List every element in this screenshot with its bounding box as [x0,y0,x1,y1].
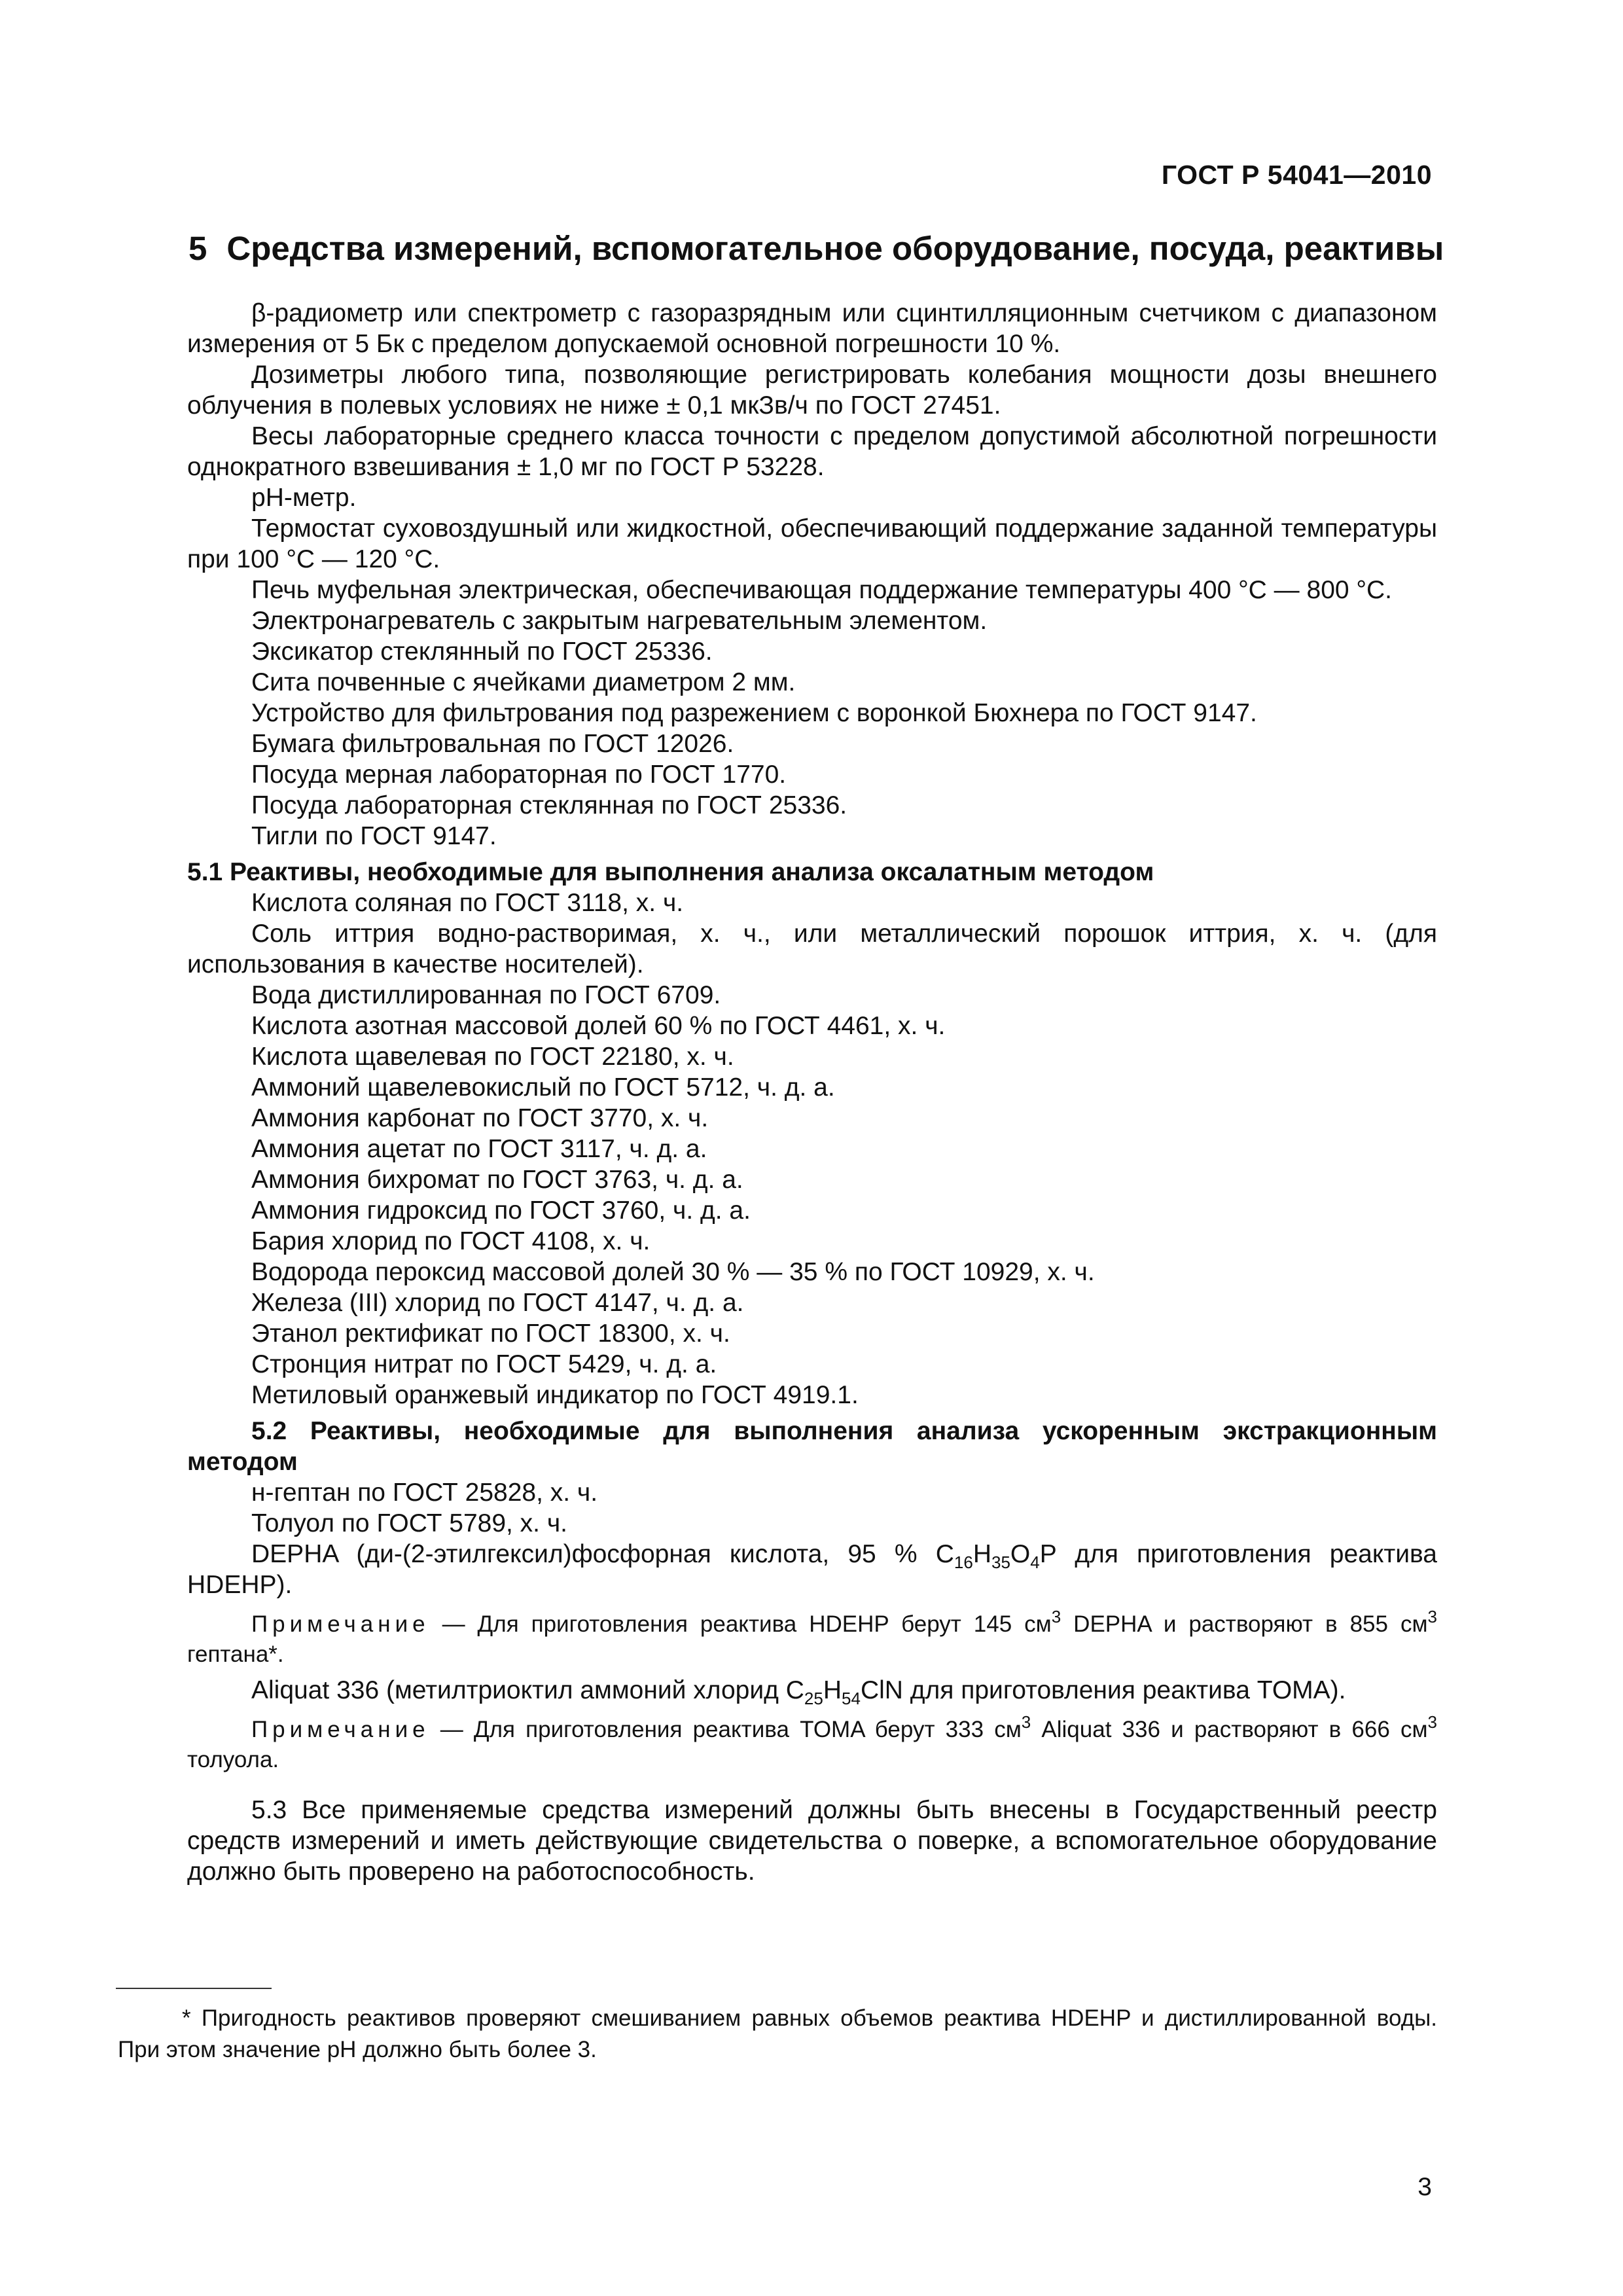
reagent-item: Метиловый оранжевый индикатор по ГОСТ 4919.1. [251,1381,859,1409]
reagents-list-5-2 [187,1477,1437,1539]
subsection-5-2-heading: 5.2 Реактивы, необходимые для выполнения анализа ускоренным экстракционным методом [187,1417,1437,1476]
equipment-item: Электронагреватель с закрытым нагревательным элементом. [251,607,988,635]
reagent-item: Кислота щавелевая по ГОСТ 22180, х. ч. [251,1043,734,1071]
note-toma: Примечание — Для приготовления реактива TOMA берут 333 $см^3$ Aliquat 336 и растворяют в 666 $см^3$ толуола. [187,1712,1437,1772]
reagent-item: Аммоний щавелевокислый по ГОСТ 5712, ч. д. а. [251,1073,835,1102]
reagent-item: Толуол по ГОСТ 5789, х. ч. [251,1509,568,1537]
equipment-item: Тигли по ГОСТ 9147. [251,822,497,850]
reagent-item: Водорода пероксид массовой долей 30 % — 35 % по ГОСТ 10929, х. ч. [251,1258,1095,1286]
section-title-text: Средства измерений, вспомогательное оборудование, посуда, реактивы [226,230,1444,267]
reagent-item: Аммония бихромат по ГОСТ 3763, ч. д. а. [251,1166,743,1194]
reagent-item: Вода дистиллированная по ГОСТ 6709. [251,981,721,1009]
equipment-list [187,298,1437,852]
page-number: 3 [1418,2173,1432,2201]
equipment-item: Весы лабораторные среднего класса точности с пределом допустимой абсолютной погрешности однократного взвешивания ± 1,0 мг по ГОСТ Р 53228. [187,422,1437,481]
equipment-item: Посуда мерная лабораторная по ГОСТ 1770. [251,761,787,789]
equipment-item: β-радиометр или спектрометр с газоразрядным или сцинтилляционным счетчиком с диапазоном измерения от 5 Бк с пределом допускаемой основной погрешности 10 %. [187,299,1437,358]
equipment-item: Посуда лабораторная стеклянная по ГОСТ 25336. [251,791,847,819]
reagent-item: Стронция нитрат по ГОСТ 5429, ч. д. а. [251,1350,717,1378]
reagent-item: Аммония карбонат по ГОСТ 3770, х. ч. [251,1104,709,1132]
depha-item: DEPHA (ди-(2-этилгексил)фосфорная кислота, 95 % $C_{16}H_{35}O_4P$ для приготовления реактива HDEHP). [187,1540,1437,1599]
section-number: 5 [188,230,207,267]
document-code: ГОСТ Р 54041—2010 [1161,160,1432,190]
footnote-separator [116,1988,272,1989]
reagent-item: Кислота соляная по ГОСТ 3118, х. ч. [251,889,684,917]
aliquat-item: Aliquat 336 (метилтриоктил аммоний хлорид $C_{25}H_{54}ClN$ для приготовления реактива TOMA). [251,1676,1346,1708]
document-body [187,298,1437,1887]
reagent-item: Этанол ректификат по ГОСТ 18300, х. ч. [251,1319,730,1348]
reagent-item: Аммония ацетат по ГОСТ 3117, ч. д. а. [251,1135,707,1163]
equipment-item: Бумага фильтровальная по ГОСТ 12026. [251,730,734,758]
footnote: * Пригодность реактивов проверяют смешиванием равных объемов реактива HDEHP и дистиллированной воды. При этом значение pH должно быть более 3. [118,2005,1437,2062]
subsection-5-1-heading: 5.1 Реактивы, необходимые для выполнения анализа оксалатным методом [187,858,1154,886]
reagent-item: Кислота азотная массовой долей 60 % по ГОСТ 4461, х. ч. [251,1012,946,1040]
reagent-item: Железа (III) хлорид по ГОСТ 4147, ч. д. а. [251,1289,744,1317]
equipment-item: Термостат суховоздушный или жидкостной, обеспечивающий поддержание заданной температуры при 100 °С — 120 °С. [187,514,1437,573]
equipment-item: Дозиметры любого типа, позволяющие регистрировать колебания мощности дозы внешнего облучения в полевых условиях не ниже ± 0,1 мкЗв/ч по ГОСТ 27451. [187,361,1437,420]
subsection-5-3-paragraph: 5.3 Все применяемые средства измерений должны быть внесены в Государственный реестр средств измерений и иметь действующие свидетельства о поверке, а вспомогательное оборудование должно быть проверено на работоспособность. [187,1796,1437,1886]
reagent-item: Соль иттрия водно-растворимая, х. ч., или металлический порошок иттрия, х. ч. (для использования в качестве носителей). [187,920,1437,978]
reagents-list-5-1 [187,888,1437,1410]
equipment-item: рН-метр. [251,484,357,512]
section-heading [188,229,1444,268]
note-label: Примечание [251,1611,430,1637]
reagent-item: н-гептан по ГОСТ 25828, х. ч. [251,1479,598,1507]
reagent-item: Аммония гидроксид по ГОСТ 3760, ч. д. а. [251,1196,751,1225]
equipment-item: Эксикатор стеклянный по ГОСТ 25336. [251,637,713,666]
equipment-item: Устройство для фильтрования под разрежением с воронкой Бюхнера по ГОСТ 9147. [251,699,1257,727]
equipment-item: Сита почвенные с ячейками диаметром 2 мм. [251,668,796,696]
reagent-item: Бария хлорид по ГОСТ 4108, х. ч. [251,1227,651,1255]
note-hdehp: Примечание — Для приготовления реактива HDEHP берут 145 $см^3$ DEPHA и растворяют в 855 $см^3$ гептана*. [187,1607,1437,1667]
note-label: Примечание [251,1717,430,1742]
equipment-item: Печь муфельная электрическая, обеспечивающая поддержание температуры 400 °С — 800 °С. [251,576,1393,604]
